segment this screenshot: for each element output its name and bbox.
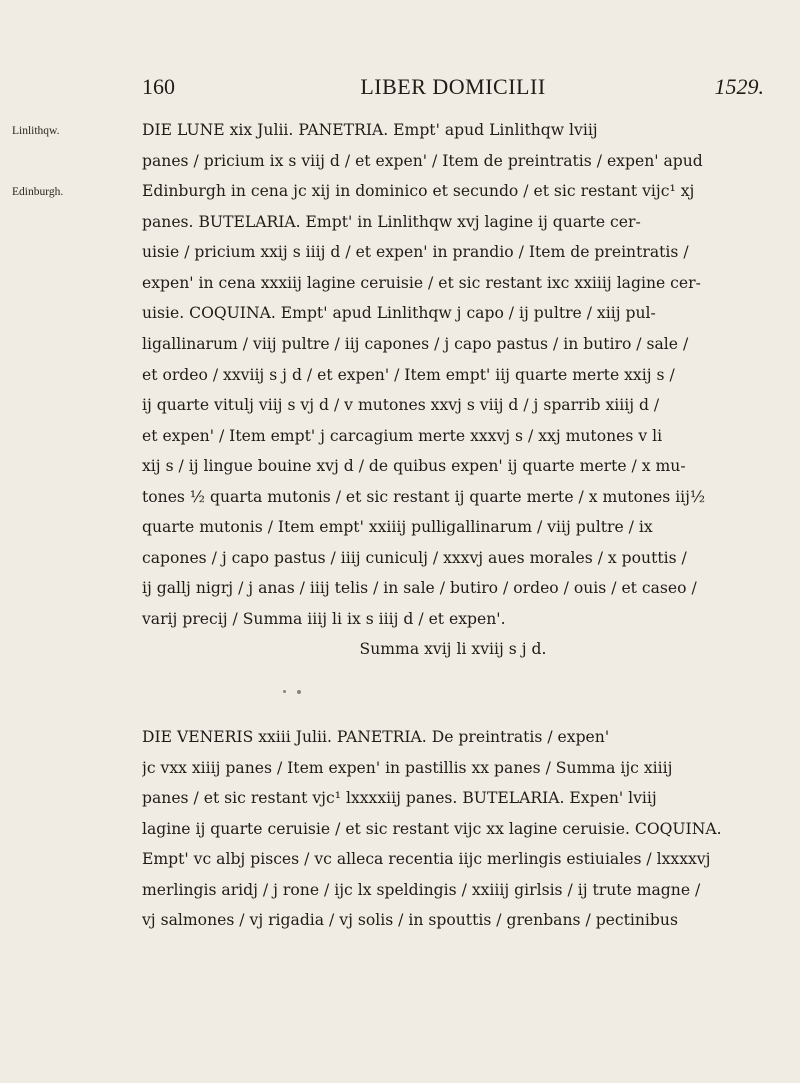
text-line: ij quarte vitulj viij s vj d / v mutones xxvj s viij d / j sparrib xiiij d / xyxy=(142,396,660,414)
text-line: DIE LUNE xix Julii. PANETRIA. Empt' apud Linlithqw lviij xyxy=(142,121,598,139)
stray-dot xyxy=(283,690,286,693)
text-line: merlingis aridj / j rone / ijc lx speldingis / xxiiij girlsis / ij trute magne / xyxy=(142,881,701,899)
text-line: uisie / pricium xxij s iiij d / et expen' in prandio / Item de preintratis / xyxy=(142,243,689,261)
text-line: et expen' / Item empt' j carcagium merte xxxvj s / xxj mutones v li xyxy=(142,427,663,445)
running-header xyxy=(142,74,764,104)
text-line: varij precij / Summa iiij li ix s iiij d / et expen'. xyxy=(142,610,506,628)
text-line: expen' in cena xxxiij lagine ceruisie / et sic restant ixc xxiiij lagine cer- xyxy=(142,274,701,292)
text-line: xij s / ij lingue bouine xvj d / de quibus expen' ij quarte merte / x mu- xyxy=(142,457,686,475)
text-line: Empt' vc albj pisces / vc alleca recentia iijc merlingis estiuiales / lxxxxvj xyxy=(142,850,711,868)
stray-dot xyxy=(297,690,301,694)
text-line: panes. BUTELARIA. Empt' in Linlithqw xvj lagine ij quarte cer- xyxy=(142,213,641,231)
text-line: panes / pricium ix s viij d / et expen' / Item de preintratis / expen' apud xyxy=(142,152,703,170)
margin-note-edinburgh: Edinburgh. xyxy=(12,186,64,198)
year: 1529. xyxy=(714,74,764,99)
text-line: ij gallj nigrj / j anas / iiij telis / in sale / butiro / ordeo / ouis / et caseo / xyxy=(142,579,697,597)
text-line: Edinburgh in cena jc xij in dominico et secundo / et sic restant vijc¹ xj xyxy=(142,182,695,200)
text-line: capones / j capo pastus / iiij cuniculj / xxxvj aues morales / x pouttis / xyxy=(142,549,687,567)
text-line: jc vxx xiiij panes / Item expen' in pastillis xx panes / Summa ijc xiiij xyxy=(142,759,673,777)
text-line: panes / et sic restant vjc¹ lxxxxiij panes. BUTELARIA. Expen' lviij xyxy=(142,789,657,807)
text-line: tones ½ quarta mutonis / et sic restant ij quarte merte / x mutones iij½ xyxy=(142,488,706,506)
text-line: et ordeo / xxviij s j d / et expen' / Item empt' iij quarte merte xxij s / xyxy=(142,366,675,384)
text-line: uisie. COQUINA. Empt' apud Linlithqw j capo / ij pultre / xiij pul- xyxy=(142,304,656,322)
page-number: 160 xyxy=(142,74,175,99)
text-line: quarte mutonis / Item empt' xxiiij pulligallinarum / viij pultre / ix xyxy=(142,518,653,536)
margin-note-linlithqw: Linlithqw. xyxy=(12,125,60,137)
running-title: LIBER DOMICILII xyxy=(360,74,546,99)
text-line: ligallinarum / viij pultre / iij capones / j capo pastus / in butiro / sale / xyxy=(142,335,689,353)
text-line: DIE VENERIS xxiii Julii. PANETRIA. De preintratis / expen' xyxy=(142,728,610,746)
summa-line: Summa xvij li xviij s j d. xyxy=(359,640,547,658)
text-line: vj salmones / vj rigadia / vj solis / in spouttis / grenbans / pectinibus xyxy=(142,911,678,929)
text-line: lagine ij quarte ceruisie / et sic restant vijc xx lagine ceruisie. COQUINA. xyxy=(142,820,722,838)
